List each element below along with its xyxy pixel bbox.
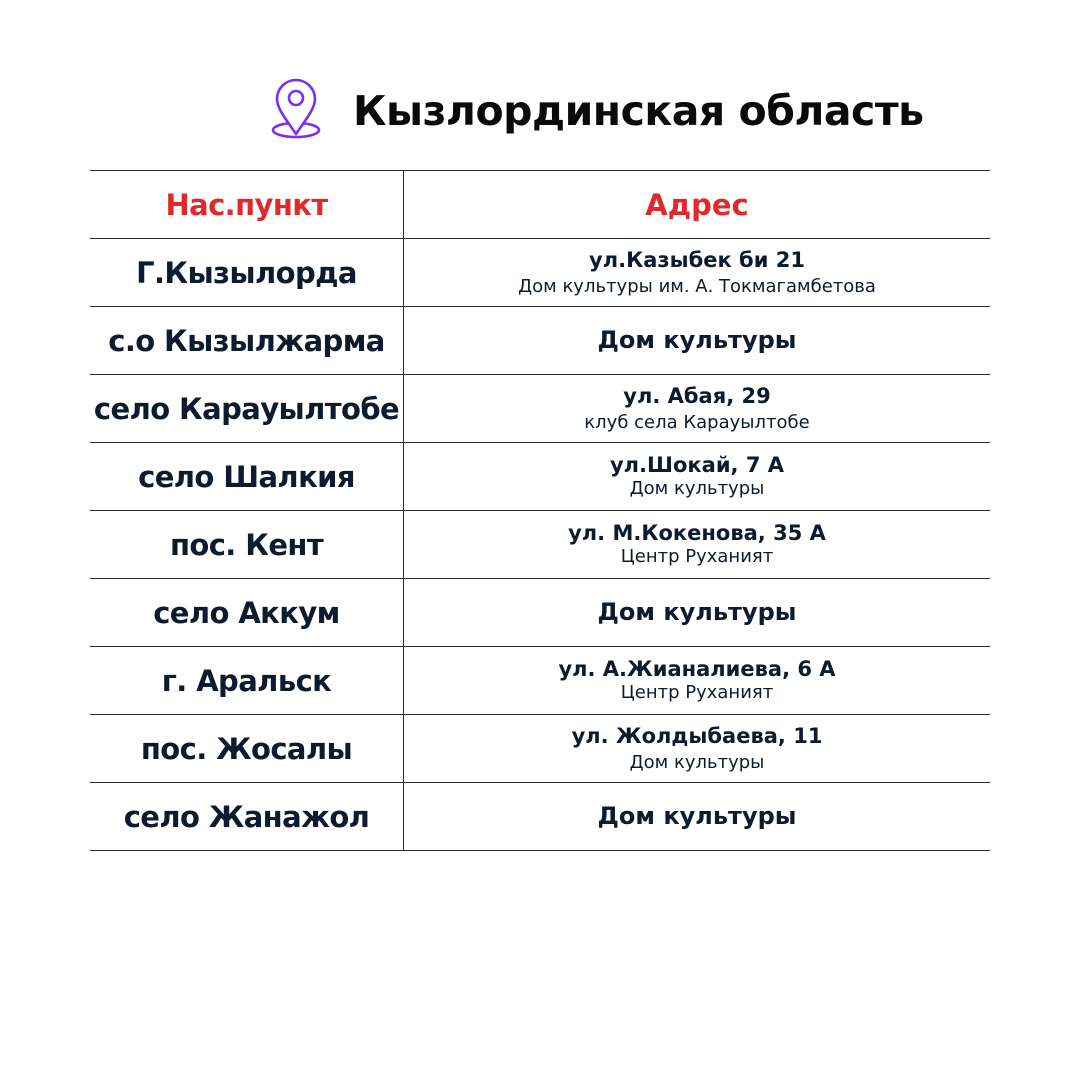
address-street: ул.Шокай, 7 А xyxy=(609,453,785,477)
place-cell: село Аккум xyxy=(90,579,404,646)
address-venue: Дом культуры xyxy=(597,326,797,354)
address-street: ул.Казыбек би 21 xyxy=(589,247,805,272)
place-cell: с.о Кызылжарма xyxy=(90,307,404,374)
address-detail: Центр Руханият xyxy=(620,682,774,703)
address-cell xyxy=(404,239,990,306)
place-cell: село Карауылтобе xyxy=(90,375,404,442)
address-cell xyxy=(404,579,990,646)
place-cell: пос. Жосалы xyxy=(90,715,404,782)
address-venue: Дом культуры xyxy=(597,802,797,830)
address-venue: Дом культуры xyxy=(597,598,797,626)
locations-table xyxy=(90,170,990,851)
table-row xyxy=(90,239,990,307)
place-cell: село Шалкия xyxy=(90,443,404,510)
address-detail: Дом культуры xyxy=(629,751,765,773)
table-row xyxy=(90,307,990,375)
page-header xyxy=(0,74,1080,144)
table-row xyxy=(90,783,990,851)
address-cell xyxy=(404,511,990,578)
address-cell xyxy=(404,715,990,782)
address-street: ул. Жолдыбаева, 11 xyxy=(571,723,823,748)
place-cell: г. Аральск xyxy=(90,647,404,714)
location-pin-icon xyxy=(268,78,324,140)
place-cell: Г.Кызылорда xyxy=(90,239,404,306)
address-cell xyxy=(404,307,990,374)
address-street: ул. Абая, 29 xyxy=(623,383,771,408)
table-row xyxy=(90,579,990,647)
address-detail: клуб села Карауылтобе xyxy=(584,411,810,433)
address-cell xyxy=(404,443,990,510)
table-row xyxy=(90,443,990,511)
table-row xyxy=(90,715,990,783)
column-header-address: Адрес xyxy=(645,187,749,222)
address-cell xyxy=(404,783,990,850)
place-cell: пос. Кент xyxy=(90,511,404,578)
table-header-row xyxy=(90,171,990,239)
address-detail: Центр Руханият xyxy=(620,546,774,567)
address-detail: Дом культуры xyxy=(629,478,765,499)
address-cell xyxy=(404,375,990,442)
address-street: ул. А.Жианалиева, 6 А xyxy=(558,657,836,681)
table-row xyxy=(90,647,990,715)
address-street: ул. М.Кокенова, 35 А xyxy=(568,521,826,545)
address-detail: Дом культуры им. А. Токмагамбетова xyxy=(518,275,876,297)
page-title: Кызлординская область xyxy=(353,87,924,135)
column-header-place: Нас.пункт xyxy=(90,171,404,238)
place-cell: село Жанажол xyxy=(90,783,404,850)
table-row xyxy=(90,511,990,579)
table-row xyxy=(90,375,990,443)
address-cell xyxy=(404,647,990,714)
